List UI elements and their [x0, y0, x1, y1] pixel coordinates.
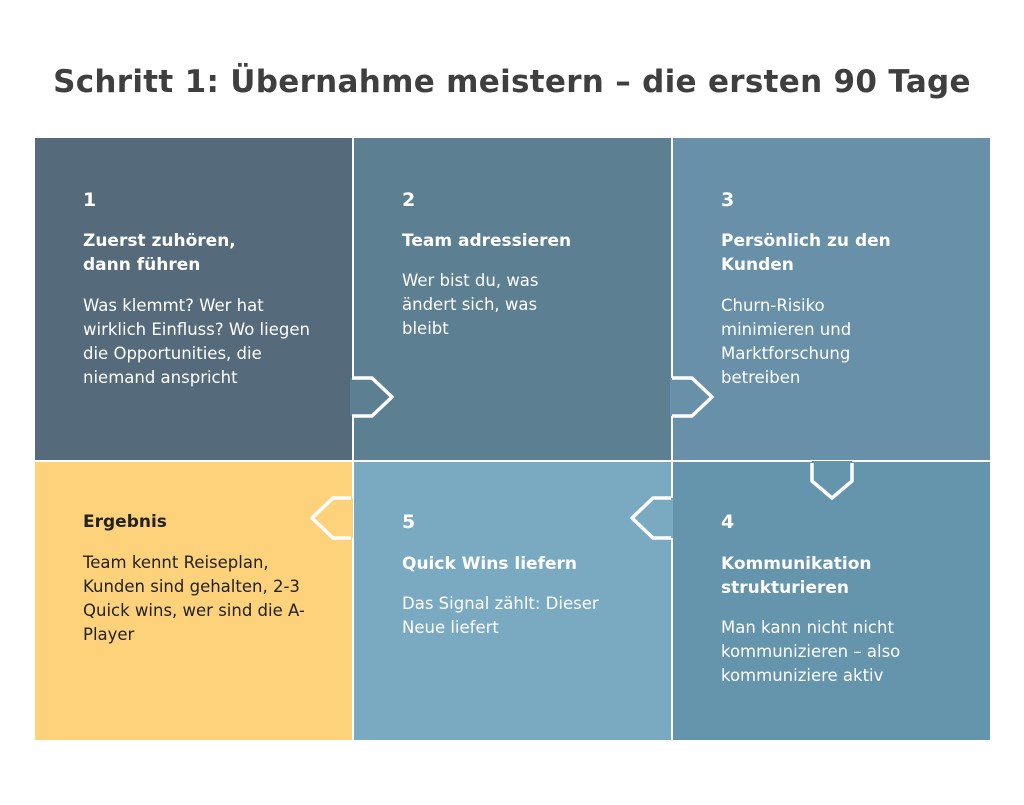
- step-heading: [83, 229, 334, 277]
- page-title: Schritt 1: Übernahme meistern – die ersten 90 Tage: [53, 64, 971, 100]
- step-card-3: [673, 138, 990, 460]
- step-card-4: [673, 462, 990, 740]
- step-heading-text: Zuerst zuhören, dann führen: [83, 231, 236, 275]
- step-body: Churn-Risiko minimieren und Marktforschung betreiben: [721, 296, 852, 387]
- step-body: Wer bist du, was ändert sich, was bleibt: [402, 271, 539, 338]
- step-body: Was klemmt? Wer hat wirklich Einfluss? Wo liegen die Opportunities, die niemand anspricht: [83, 296, 310, 387]
- step-card-2: [354, 138, 671, 460]
- result-card: [35, 462, 352, 740]
- step-heading: Persönlich zu den Kunden: [721, 231, 891, 275]
- step-number: 4: [721, 511, 735, 533]
- step-card-1: [35, 138, 352, 460]
- step-heading: Kommunikation strukturieren: [721, 554, 872, 598]
- step-number: 1: [83, 189, 97, 211]
- step-body: Das Signal zählt: Dieser Neue liefert: [402, 594, 599, 637]
- step-card-5: [354, 462, 671, 740]
- step-heading: Quick Wins liefern: [402, 554, 577, 574]
- result-heading: Ergebnis: [83, 512, 167, 532]
- step-body: Man kann nicht nicht kommunizieren – also kommuniziere aktiv: [721, 618, 901, 685]
- process-grid: [35, 138, 990, 740]
- step-heading: Team adressieren: [402, 231, 572, 251]
- step-number: 2: [402, 189, 416, 211]
- step-number: 5: [402, 511, 416, 533]
- result-body: Team kennt Reiseplan, Kunden sind gehalten, 2-3 Quick wins, wer sind die A-Player: [83, 553, 305, 644]
- step-number: 3: [721, 189, 735, 211]
